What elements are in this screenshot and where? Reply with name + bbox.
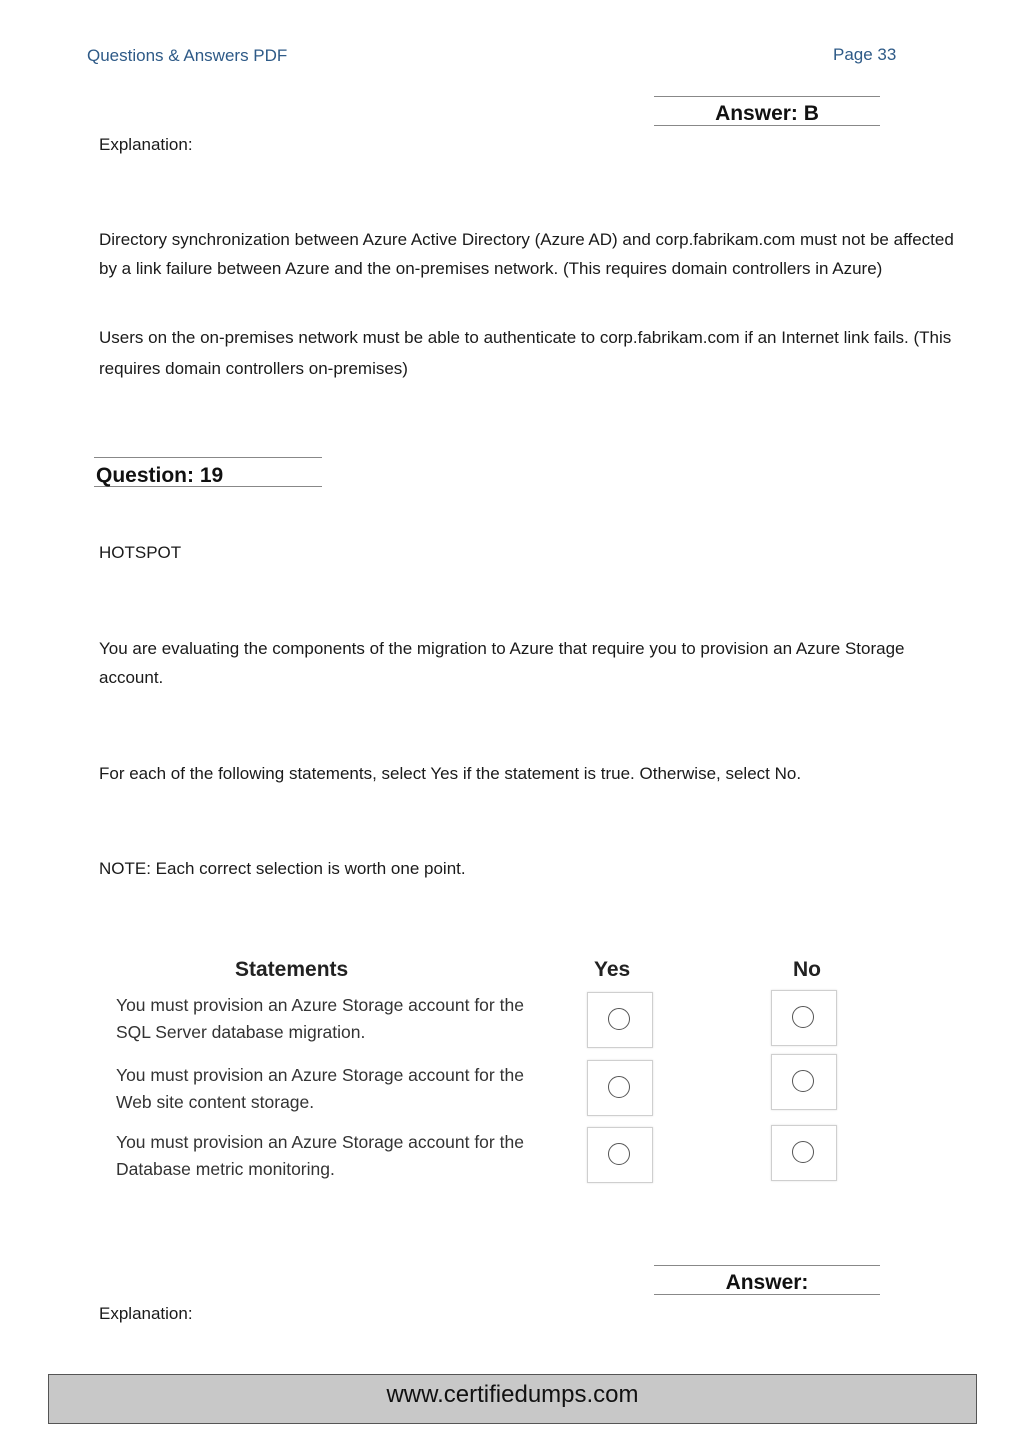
row-1-no-cell[interactable] (771, 990, 837, 1046)
statement-2-line-1: You must provision an Azure Storage account for the (116, 1065, 524, 1085)
page-number: Page 33 (833, 45, 897, 64)
statement-3-line-2: Database metric monitoring. (116, 1159, 335, 1179)
footer-site-link[interactable]: www.certifiedumps.com (386, 1381, 639, 1408)
answer-b-label: Answer: B (654, 96, 880, 126)
row-3-yes-radio[interactable] (608, 1143, 630, 1165)
statement-row-2 (116, 1062, 566, 1116)
statement-row-3 (116, 1129, 566, 1183)
row-2-yes-cell[interactable] (587, 1060, 653, 1116)
no-header: No (793, 958, 821, 981)
statement-3-line-1: You must provision an Azure Storage account for the (116, 1132, 524, 1152)
question-heading: Question: 19 (94, 457, 322, 487)
footer-banner (48, 1374, 977, 1424)
row-3-yes-cell[interactable] (587, 1127, 653, 1183)
row-1-yes-cell[interactable] (587, 992, 653, 1048)
statements-header: Statements (235, 958, 349, 981)
question-note: NOTE: Each correct selection is worth one point. (99, 859, 466, 878)
row-2-no-radio[interactable] (792, 1070, 814, 1092)
row-2-no-cell[interactable] (771, 1054, 837, 1110)
yes-header: Yes (594, 958, 631, 981)
explanation-label: Explanation: (99, 135, 193, 154)
row-3-no-cell[interactable] (771, 1125, 837, 1181)
question-prompt: You are evaluating the components of the migration to Azure that require you to provision an Azure Storage account. (99, 639, 905, 687)
row-1-yes-radio[interactable] (608, 1008, 630, 1030)
explanation-paragraph-2: Users on the on-premises network must be able to authenticate to corp.fabrikam.com if an Internet link fails. (This requires domain controllers on-premises) (99, 328, 952, 378)
row-2-yes-radio[interactable] (608, 1076, 630, 1098)
explanation-paragraph-1: Directory synchronization between Azure Active Directory (Azure AD) and corp.fabrikam.com must not be affected by a link failure between Azure and the on-premises network. (This requires domain controllers in Azure) (99, 230, 954, 278)
row-1-no-radio[interactable] (792, 1006, 814, 1028)
statement-1-line-1: You must provision an Azure Storage account for the (116, 995, 524, 1015)
answer-label: Answer: (654, 1265, 880, 1295)
answer-explanation-label: Explanation: (99, 1304, 193, 1323)
statement-2-line-2: Web site content storage. (116, 1092, 315, 1112)
row-3-no-radio[interactable] (792, 1141, 814, 1163)
question-type: HOTSPOT (99, 543, 182, 562)
question-instruction: For each of the following statements, select Yes if the statement is true. Otherwise, select No. (99, 764, 802, 783)
hotspot-table (110, 950, 850, 1190)
document-title: Questions & Answers PDF (87, 46, 288, 65)
statement-1-line-2: SQL Server database migration. (116, 1022, 366, 1042)
statement-row-1 (116, 992, 566, 1046)
